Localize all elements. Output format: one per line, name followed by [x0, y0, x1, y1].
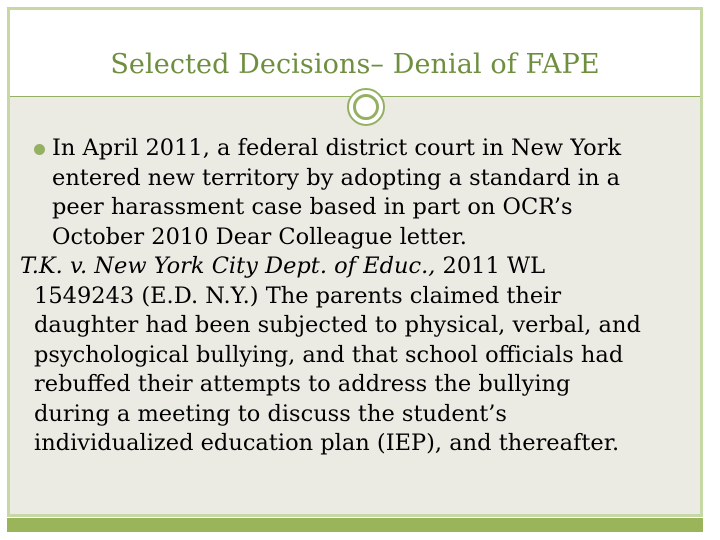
- bullet-line: In April 2011, a federal district court in New York: [52, 135, 622, 161]
- case-line: psychological bullying, and that school officials had: [34, 341, 624, 368]
- bullet-line: peer harassment case based in part on OCR’s: [52, 194, 573, 220]
- case-line: 1549243 (E.D. N.Y.) The parents claimed their: [34, 282, 562, 309]
- case-line: individualized education plan (IEP), and thereafter.: [34, 430, 620, 456]
- case-heading-line: [20, 252, 545, 282]
- title-area: [10, 10, 700, 96]
- bullet-dot-icon: [34, 144, 45, 155]
- circle-ornament-icon: [347, 88, 385, 126]
- footer-bar: [7, 518, 703, 532]
- case-citation: 2011 WL: [435, 253, 546, 279]
- case-line: daughter had been subjected to physical, verbal, and: [34, 312, 641, 338]
- inner-circle-icon: [353, 94, 379, 120]
- case-name: T.K. v. New York City Dept. of Educ.,: [20, 253, 436, 279]
- slide-frame: [7, 7, 703, 517]
- bullet-line: entered new territory by adopting a standard in a: [52, 164, 621, 191]
- bullet-line: October 2010 Dear Colleague letter.: [52, 223, 467, 250]
- case-line: rebuffed their attempts to address the bullying: [34, 371, 571, 397]
- case-line: during a meeting to discuss the student’s: [34, 400, 507, 427]
- slide-title: Selected Decisions– Denial of FAPE: [110, 49, 600, 80]
